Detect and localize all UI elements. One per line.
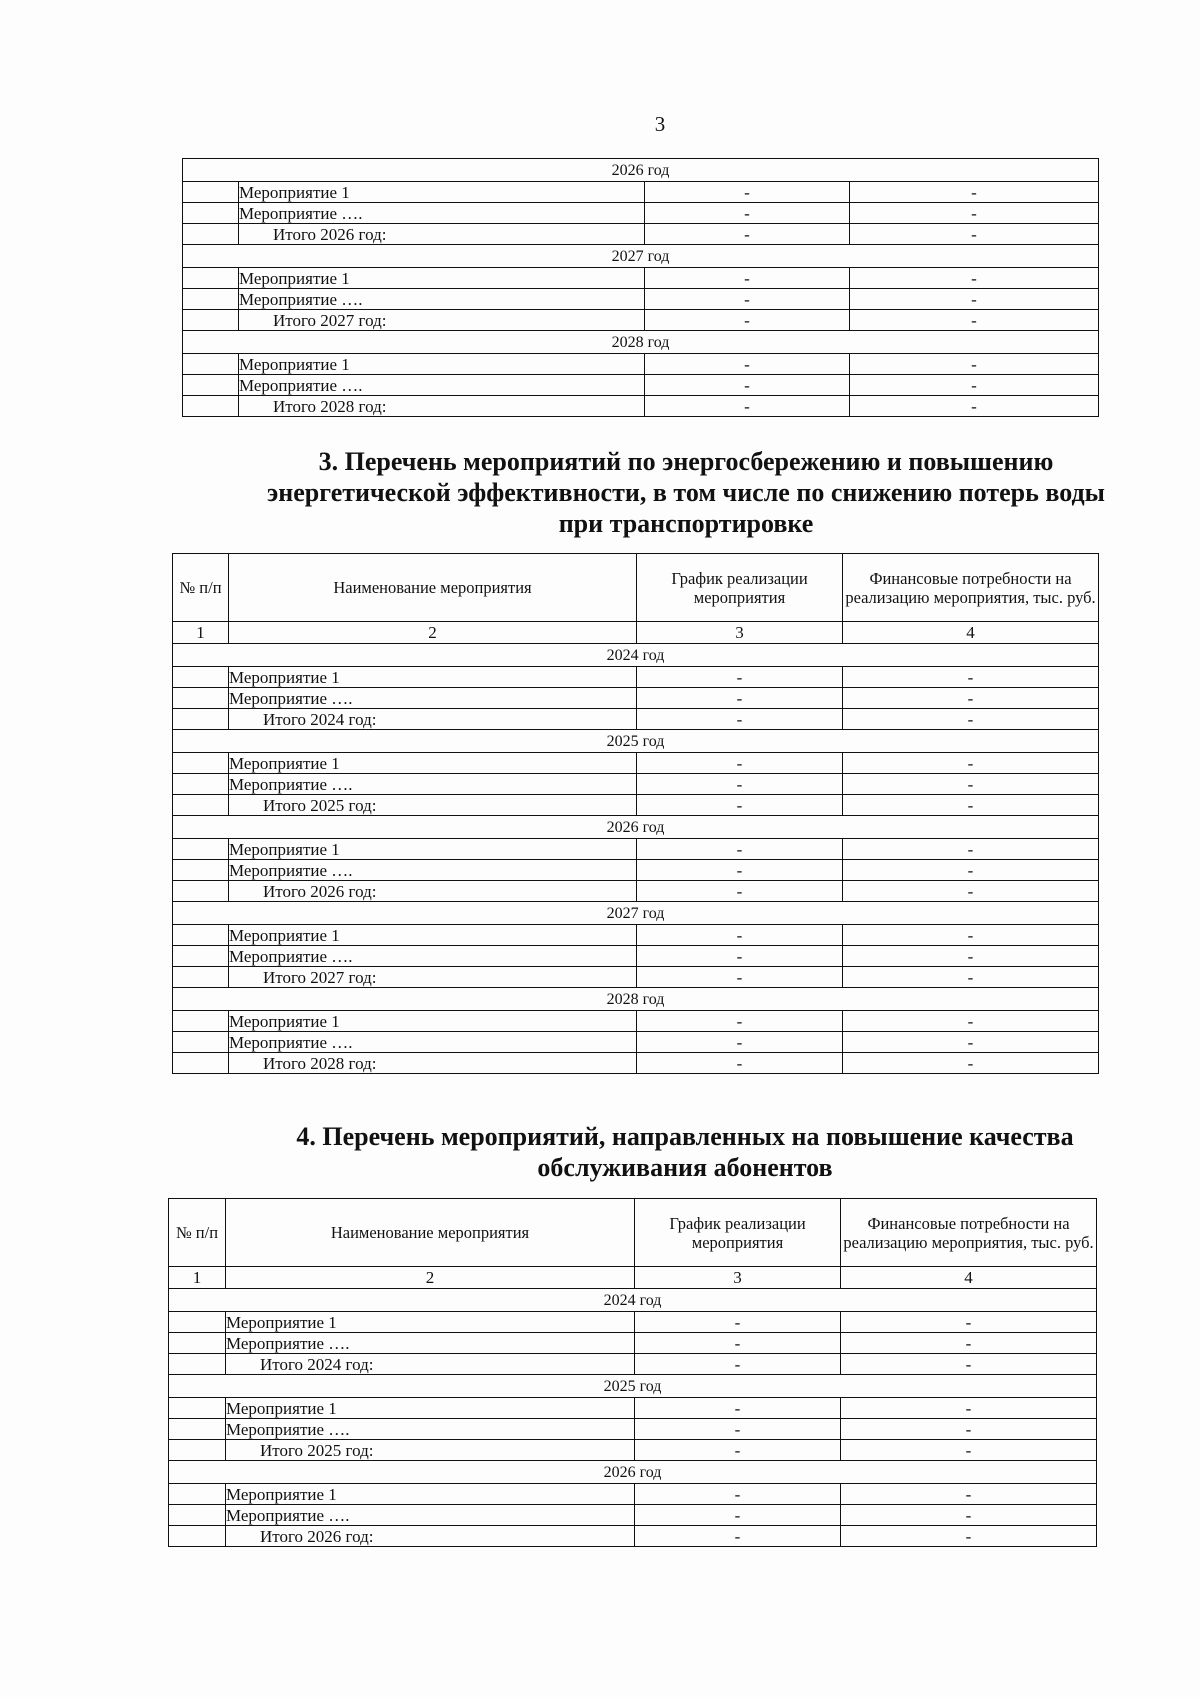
schedule-cell: -	[637, 795, 843, 816]
table-row	[183, 182, 1099, 203]
schedule-cell: -	[637, 881, 843, 902]
measure-name: Мероприятие 1	[226, 1312, 635, 1333]
col-name-header: Наименование мероприятия	[226, 1199, 635, 1267]
schedule-cell: -	[645, 375, 850, 396]
finance-cell: -	[843, 774, 1099, 795]
schedule-cell: -	[637, 1011, 843, 1032]
schedule-cell: -	[645, 289, 850, 310]
measure-name: Мероприятие ….	[229, 860, 637, 881]
finance-cell: -	[850, 310, 1099, 331]
table-row	[173, 946, 1099, 967]
row-number-cell	[173, 860, 229, 881]
finance-cell: -	[843, 709, 1099, 730]
year-heading: 2028 год	[183, 331, 1099, 354]
col-number: 4	[843, 622, 1099, 644]
col-number: 3	[635, 1267, 841, 1289]
schedule-cell: -	[637, 1053, 843, 1074]
table-row	[183, 354, 1099, 375]
table-row	[173, 774, 1099, 795]
energy-saving-measures-table	[172, 553, 1099, 1074]
table-row	[183, 224, 1099, 245]
row-number-cell	[173, 946, 229, 967]
schedule-cell: -	[637, 967, 843, 988]
finance-cell: -	[843, 860, 1099, 881]
table-row	[183, 203, 1099, 224]
finance-cell: -	[850, 224, 1099, 245]
row-number-cell	[169, 1419, 226, 1440]
year-heading: 2024 год	[169, 1289, 1097, 1312]
schedule-cell: -	[645, 268, 850, 289]
finance-cell: -	[850, 182, 1099, 203]
schedule-cell: -	[635, 1484, 841, 1505]
row-number-cell	[169, 1354, 226, 1375]
table-row	[183, 268, 1099, 289]
measure-name: Мероприятие ….	[226, 1333, 635, 1354]
schedule-cell: -	[637, 860, 843, 881]
col-schedule-header: График реализации мероприятия	[635, 1199, 841, 1267]
year-heading: 2027 год	[183, 245, 1099, 268]
table-row	[183, 289, 1099, 310]
row-number-cell	[183, 396, 239, 417]
row-number-cell	[173, 753, 229, 774]
year-heading: 2026 год	[173, 816, 1099, 839]
total-row-label: Итого 2026 год:	[239, 224, 645, 245]
finance-cell: -	[850, 396, 1099, 417]
finance-cell: -	[841, 1333, 1097, 1354]
finance-cell: -	[850, 289, 1099, 310]
table-row	[173, 925, 1099, 946]
total-row-label: Итого 2027 год:	[239, 310, 645, 331]
table-row	[169, 1419, 1097, 1440]
row-number-cell	[169, 1440, 226, 1461]
row-number-cell	[183, 354, 239, 375]
continued-measures-table	[182, 158, 1099, 417]
schedule-cell: -	[635, 1440, 841, 1461]
col-finance-header: Финансовые потребности на реализацию мероприятия, тыс. руб.	[841, 1199, 1097, 1267]
total-row-label: Итого 2026 год:	[229, 881, 637, 902]
col-number: 1	[169, 1267, 226, 1289]
schedule-cell: -	[635, 1333, 841, 1354]
row-number-cell	[169, 1505, 226, 1526]
finance-cell: -	[843, 1053, 1099, 1074]
measure-name: Мероприятие 1	[239, 268, 645, 289]
table-row	[173, 839, 1099, 860]
table-row	[173, 1032, 1099, 1053]
total-row-label: Итого 2025 год:	[226, 1440, 635, 1461]
finance-cell: -	[841, 1419, 1097, 1440]
measure-name: Мероприятие 1	[226, 1398, 635, 1419]
schedule-cell: -	[645, 203, 850, 224]
row-number-cell	[183, 289, 239, 310]
finance-cell: -	[841, 1354, 1097, 1375]
table-row	[169, 1526, 1097, 1547]
table-row	[173, 688, 1099, 709]
finance-cell: -	[843, 1011, 1099, 1032]
measure-name: Мероприятие ….	[239, 203, 645, 224]
schedule-cell: -	[637, 946, 843, 967]
schedule-cell: -	[635, 1526, 841, 1547]
schedule-cell: -	[637, 925, 843, 946]
measure-name: Мероприятие ….	[229, 774, 637, 795]
col-schedule-header: График реализации мероприятия	[637, 554, 843, 622]
finance-cell: -	[843, 967, 1099, 988]
row-number-cell	[173, 881, 229, 902]
row-number-cell	[173, 1011, 229, 1032]
table-row	[169, 1398, 1097, 1419]
schedule-cell: -	[635, 1312, 841, 1333]
total-row-label: Итого 2028 год:	[239, 396, 645, 417]
col-number: 3	[637, 622, 843, 644]
schedule-cell: -	[637, 667, 843, 688]
measure-name: Мероприятие 1	[239, 182, 645, 203]
year-heading: 2026 год	[169, 1461, 1097, 1484]
table-row	[173, 709, 1099, 730]
service-quality-measures-table	[168, 1198, 1097, 1547]
table-row	[173, 667, 1099, 688]
measure-name: Мероприятие ….	[229, 1032, 637, 1053]
row-number-cell	[169, 1312, 226, 1333]
table-row	[173, 1011, 1099, 1032]
measure-name: Мероприятие 1	[229, 925, 637, 946]
col-num-header: № п/п	[169, 1199, 226, 1267]
total-row-label: Итого 2027 год:	[229, 967, 637, 988]
measure-name: Мероприятие ….	[229, 946, 637, 967]
schedule-cell: -	[637, 709, 843, 730]
table-row	[183, 375, 1099, 396]
row-number-cell	[183, 203, 239, 224]
row-number-cell	[183, 375, 239, 396]
row-number-cell	[173, 774, 229, 795]
section-4-title: 4. Перечень мероприятий, направленных на повышение качества обслуживания абонентов	[296, 1122, 1074, 1182]
row-number-cell	[169, 1526, 226, 1547]
measure-name: Мероприятие 1	[239, 354, 645, 375]
table-row	[169, 1333, 1097, 1354]
year-heading: 2028 год	[173, 988, 1099, 1011]
year-heading: 2027 год	[173, 902, 1099, 925]
col-number: 1	[173, 622, 229, 644]
row-number-cell	[173, 839, 229, 860]
finance-cell: -	[850, 268, 1099, 289]
schedule-cell: -	[637, 688, 843, 709]
schedule-cell: -	[637, 1032, 843, 1053]
table-row	[169, 1505, 1097, 1526]
row-number-cell	[173, 795, 229, 816]
finance-cell: -	[843, 946, 1099, 967]
year-heading: 2026 год	[183, 159, 1099, 182]
row-number-cell	[173, 688, 229, 709]
measure-name: Мероприятие ….	[239, 375, 645, 396]
total-row-label: Итого 2026 год:	[226, 1526, 635, 1547]
col-finance-header: Финансовые потребности на реализацию мероприятия, тыс. руб.	[843, 554, 1099, 622]
row-number-cell	[173, 667, 229, 688]
table-row	[173, 967, 1099, 988]
measure-name: Мероприятие ….	[226, 1505, 635, 1526]
total-row-label: Итого 2025 год:	[229, 795, 637, 816]
table-row	[173, 1053, 1099, 1074]
schedule-cell: -	[645, 396, 850, 417]
measure-name: Мероприятие 1	[226, 1484, 635, 1505]
schedule-cell: -	[645, 224, 850, 245]
schedule-cell: -	[637, 839, 843, 860]
row-number-cell	[173, 967, 229, 988]
schedule-cell: -	[635, 1354, 841, 1375]
table-row	[173, 881, 1099, 902]
finance-cell: -	[841, 1484, 1097, 1505]
row-number-cell	[169, 1484, 226, 1505]
col-number: 2	[229, 622, 637, 644]
row-number-cell	[173, 1032, 229, 1053]
table-row	[169, 1312, 1097, 1333]
table-row	[169, 1484, 1097, 1505]
schedule-cell: -	[635, 1398, 841, 1419]
finance-cell: -	[843, 881, 1099, 902]
measure-name: Мероприятие 1	[229, 753, 637, 774]
finance-cell: -	[841, 1398, 1097, 1419]
finance-cell: -	[841, 1505, 1097, 1526]
total-row-label: Итого 2024 год:	[226, 1354, 635, 1375]
measure-name: Мероприятие ….	[226, 1419, 635, 1440]
finance-cell: -	[850, 354, 1099, 375]
finance-cell: -	[843, 795, 1099, 816]
schedule-cell: -	[645, 182, 850, 203]
page-number: 3	[654, 112, 666, 136]
table-row	[169, 1354, 1097, 1375]
row-number-cell	[169, 1398, 226, 1419]
schedule-cell: -	[637, 753, 843, 774]
schedule-cell: -	[645, 354, 850, 375]
finance-cell: -	[841, 1526, 1097, 1547]
col-number: 4	[841, 1267, 1097, 1289]
col-name-header: Наименование мероприятия	[229, 554, 637, 622]
measure-name: Мероприятие 1	[229, 667, 637, 688]
table-row	[183, 310, 1099, 331]
finance-cell: -	[843, 1032, 1099, 1053]
row-number-cell	[183, 268, 239, 289]
schedule-cell: -	[637, 774, 843, 795]
measure-name: Мероприятие 1	[229, 1011, 637, 1032]
finance-cell: -	[843, 925, 1099, 946]
table-row	[183, 396, 1099, 417]
year-heading: 2025 год	[169, 1375, 1097, 1398]
row-number-cell	[173, 925, 229, 946]
row-number-cell	[169, 1333, 226, 1354]
row-number-cell	[183, 224, 239, 245]
col-number: 2	[226, 1267, 635, 1289]
schedule-cell: -	[645, 310, 850, 331]
total-row-label: Итого 2024 год:	[229, 709, 637, 730]
finance-cell: -	[843, 753, 1099, 774]
measure-name: Мероприятие ….	[239, 289, 645, 310]
finance-cell: -	[841, 1440, 1097, 1461]
row-number-cell	[173, 709, 229, 730]
schedule-cell: -	[635, 1419, 841, 1440]
measure-name: Мероприятие ….	[229, 688, 637, 709]
row-number-cell	[183, 182, 239, 203]
col-num-header: № п/п	[173, 554, 229, 622]
total-row-label: Итого 2028 год:	[229, 1053, 637, 1074]
finance-cell: -	[843, 688, 1099, 709]
schedule-cell: -	[635, 1505, 841, 1526]
table-row	[173, 795, 1099, 816]
year-heading: 2024 год	[173, 644, 1099, 667]
finance-cell: -	[843, 667, 1099, 688]
year-heading: 2025 год	[173, 730, 1099, 753]
row-number-cell	[173, 1053, 229, 1074]
finance-cell: -	[850, 203, 1099, 224]
measure-name: Мероприятие 1	[229, 839, 637, 860]
row-number-cell	[183, 310, 239, 331]
table-row	[173, 860, 1099, 881]
finance-cell: -	[843, 839, 1099, 860]
finance-cell: -	[850, 375, 1099, 396]
finance-cell: -	[841, 1312, 1097, 1333]
table-row	[169, 1440, 1097, 1461]
section-3-title: 3. Перечень мероприятий по энергосбережению и повышению энергетической эффективности, в том числе по снижению потерь воды при транспортировке	[267, 447, 1105, 538]
table-row	[173, 753, 1099, 774]
